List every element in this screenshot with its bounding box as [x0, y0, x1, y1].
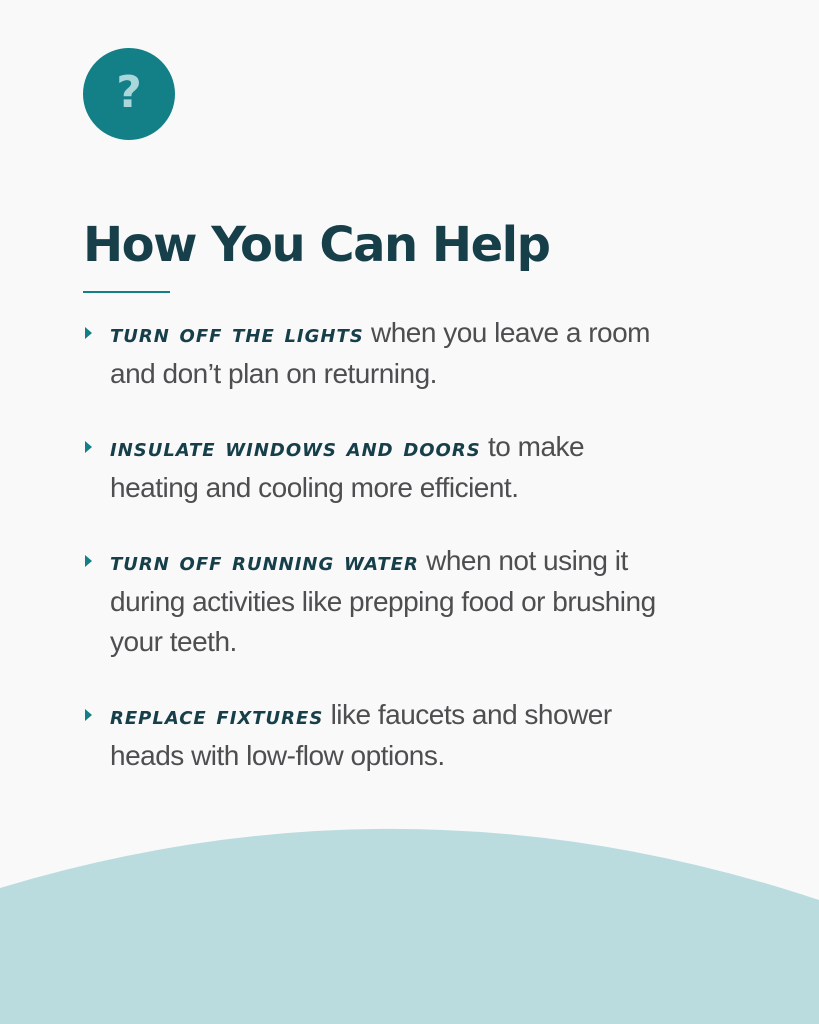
decorative-wave [0, 800, 819, 1024]
tip-item [83, 427, 663, 508]
tip-text: when you leave a room and don’t plan on returning. [110, 317, 650, 389]
tip-text: like faucets and shower heads with low-flow options. [110, 699, 612, 771]
tips-list [83, 313, 663, 809]
caret-right-icon [85, 327, 92, 339]
tip-lead: insulate windows and doors [110, 433, 481, 462]
tip-lead: replace fixtures [110, 701, 324, 730]
page-title: How You Can Help [83, 217, 550, 273]
caret-right-icon [85, 709, 92, 721]
tip-item [83, 313, 663, 394]
tip-item [83, 541, 663, 662]
question-mark-icon: ? [116, 67, 142, 118]
title-underline [83, 291, 170, 293]
caret-right-icon [85, 441, 92, 453]
tip-lead: turn off running water [110, 547, 419, 576]
help-badge [83, 48, 175, 140]
tip-item [83, 695, 663, 776]
caret-right-icon [85, 555, 92, 567]
tip-text: to make heating and cooling more efficient. [110, 431, 585, 503]
tip-lead: turn off the lights [110, 319, 364, 348]
tip-text: when not using it during activities like prepping food or brushing your teeth. [110, 545, 656, 657]
